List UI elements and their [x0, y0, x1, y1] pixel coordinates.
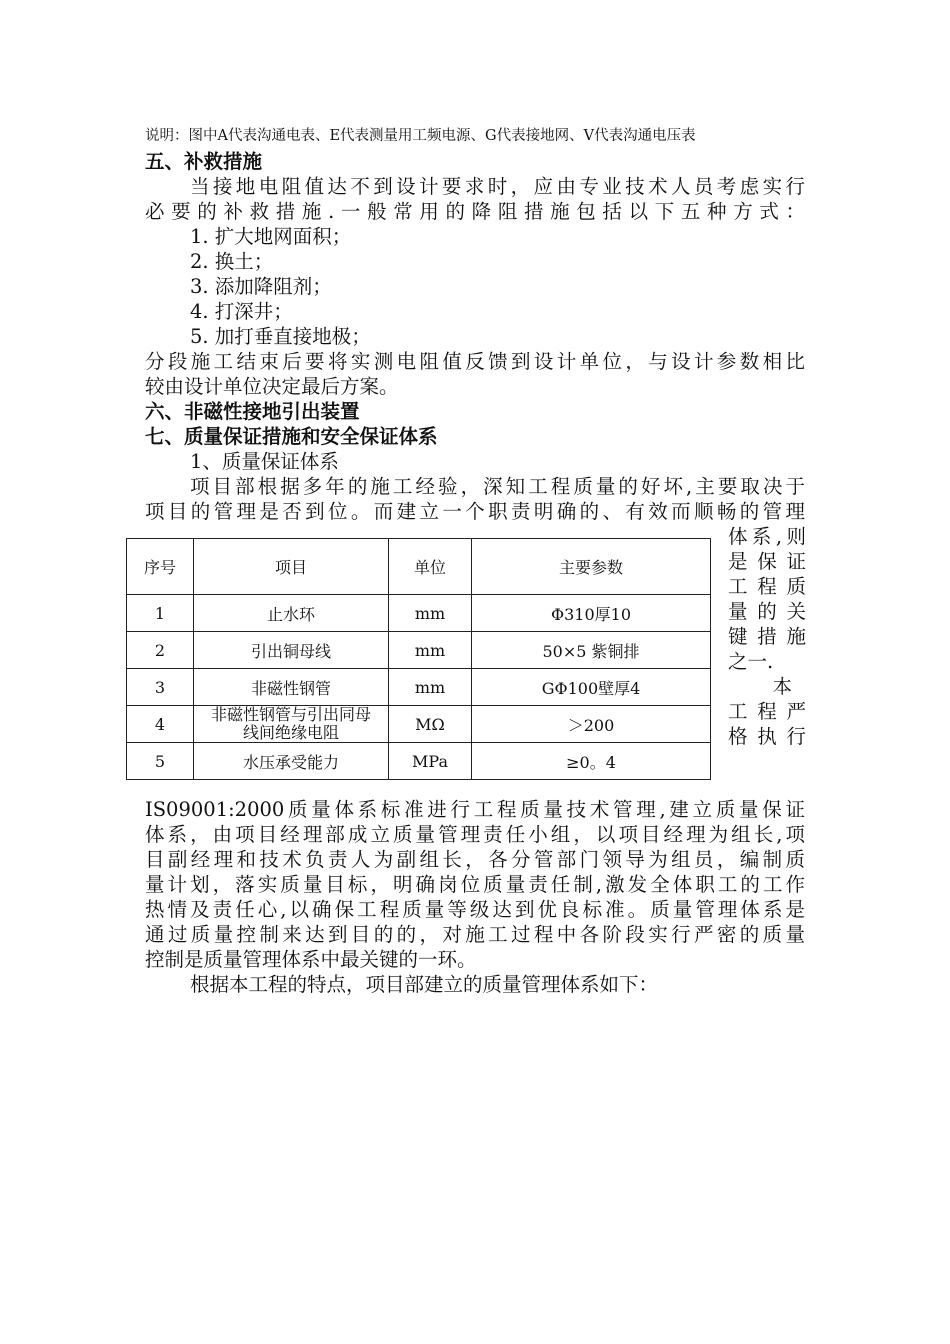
table-cell: mm	[389, 669, 472, 706]
table-cell: 非磁性钢管与引出同母线间绝缘电阻	[194, 706, 389, 743]
table-cell: MPa	[389, 743, 472, 780]
table-cell: Φ310厚10	[472, 595, 711, 632]
wrapped-text-line: 量的关	[728, 600, 806, 623]
table-cell: GΦ100壁厚4	[472, 669, 711, 706]
paragraph-line: 较由设计单位决定最后方案。	[145, 375, 399, 398]
table-cell: 4	[127, 706, 194, 743]
section-5-paragraph-line: 当接地电阻值达不到设计要求时，应由专业技术人员考虑实行	[190, 175, 805, 198]
wrapped-text-line: 工程质	[728, 575, 806, 598]
table-cell: 50×5 紫铜排	[472, 632, 711, 669]
table-cell: 止水环	[194, 595, 389, 632]
table-row	[127, 706, 711, 743]
section-5-heading: 五、补救措施	[145, 150, 263, 173]
table-row	[127, 743, 711, 780]
wrapped-text-line: 体系,则	[728, 525, 806, 548]
table-row	[127, 632, 711, 669]
table-cell: 2	[127, 632, 194, 669]
table-cell: mm	[389, 632, 472, 669]
paragraph-line: 根据本工程的特点，项目部建立的质量管理体系如下：	[190, 973, 659, 996]
paragraph-line: IS09001:2000质量体系标准进行工程质量技术管理,建立质量保证	[145, 798, 805, 821]
table-row	[127, 669, 711, 706]
table-header-cell: 主要参数	[472, 539, 711, 595]
table-header-cell: 项目	[194, 539, 389, 595]
table-header-row	[127, 539, 711, 595]
table-cell: 1	[127, 595, 194, 632]
list-item: 3. 添加降阻剂；	[190, 275, 332, 298]
table-header-cell: 单位	[389, 539, 472, 595]
paragraph-line: 热情及责任心,以确保工程质量等级达到优良标准。质量管理体系是	[145, 898, 805, 921]
table-row	[127, 595, 711, 632]
list-item: 1. 扩大地网面积；	[190, 225, 352, 248]
table-header-cell: 序号	[127, 539, 194, 595]
wrapped-text-line: 本	[772, 675, 792, 698]
wrapped-text-line: 之一.	[728, 650, 774, 673]
table-cell: mm	[389, 595, 472, 632]
paragraph-line: 分段施工结束后要将实测电阻值反馈到设计单位，与设计参数相比	[145, 350, 805, 373]
paragraph-line: 项目部根据多年的施工经验，深知工程质量的好坏,主要取决于	[190, 475, 805, 498]
table-cell: MΩ	[389, 706, 472, 743]
section-5-paragraph-line: 必要的补救措施.一般常用的降阻措施包括以下五种方式：	[145, 200, 805, 223]
paragraph-line: 目副经理和技术负责人为副组长，各分管部门领导为组员，编制质	[145, 848, 805, 871]
figure-caption: 说明：图中A代表沟通电表、E代表测量用工频电源、G代表接地网、V代表沟通电压表	[145, 128, 696, 144]
table-cell: 3	[127, 669, 194, 706]
table-cell: ＞200	[472, 706, 711, 743]
table-cell: 5	[127, 743, 194, 780]
subsection-heading: 1、质量保证体系	[190, 450, 339, 473]
section-6-heading: 六、非磁性接地引出装置	[145, 400, 360, 423]
wrapped-text-line: 是保证	[728, 550, 806, 573]
section-7-heading: 七、质量保证措施和安全保证体系	[145, 425, 438, 448]
list-item: 2. 换土；	[190, 250, 274, 273]
parameter-table	[126, 538, 711, 780]
wrapped-text-line: 格执行	[728, 725, 806, 748]
table-cell: 非磁性钢管	[194, 669, 389, 706]
table-cell: 水压承受能力	[194, 743, 389, 780]
paragraph-line: 量计划，落实质量目标，明确岗位质量责任制,激发全体职工的工作	[145, 873, 805, 896]
list-item: 5. 加打垂直接地极；	[190, 325, 371, 348]
list-item: 4. 打深井；	[190, 300, 293, 323]
wrapped-text-line: 键措施	[728, 625, 806, 648]
paragraph-line: 体系，由项目经理部成立质量管理责任小组，以项目经理为组长,项	[145, 823, 805, 846]
table-cell: ≥0。4	[472, 743, 711, 780]
table-cell: 引出铜母线	[194, 632, 389, 669]
wrapped-text-line: 工程严	[728, 700, 806, 723]
paragraph-line: 项目的管理是否到位。而建立一个职责明确的、有效而顺畅的管理	[145, 500, 805, 523]
paragraph-line: 控制是质量管理体系中最关键的一环。	[145, 948, 477, 971]
paragraph-line: 通过质量控制来达到目的的，对施工过程中各阶段实行严密的质量	[145, 923, 805, 946]
